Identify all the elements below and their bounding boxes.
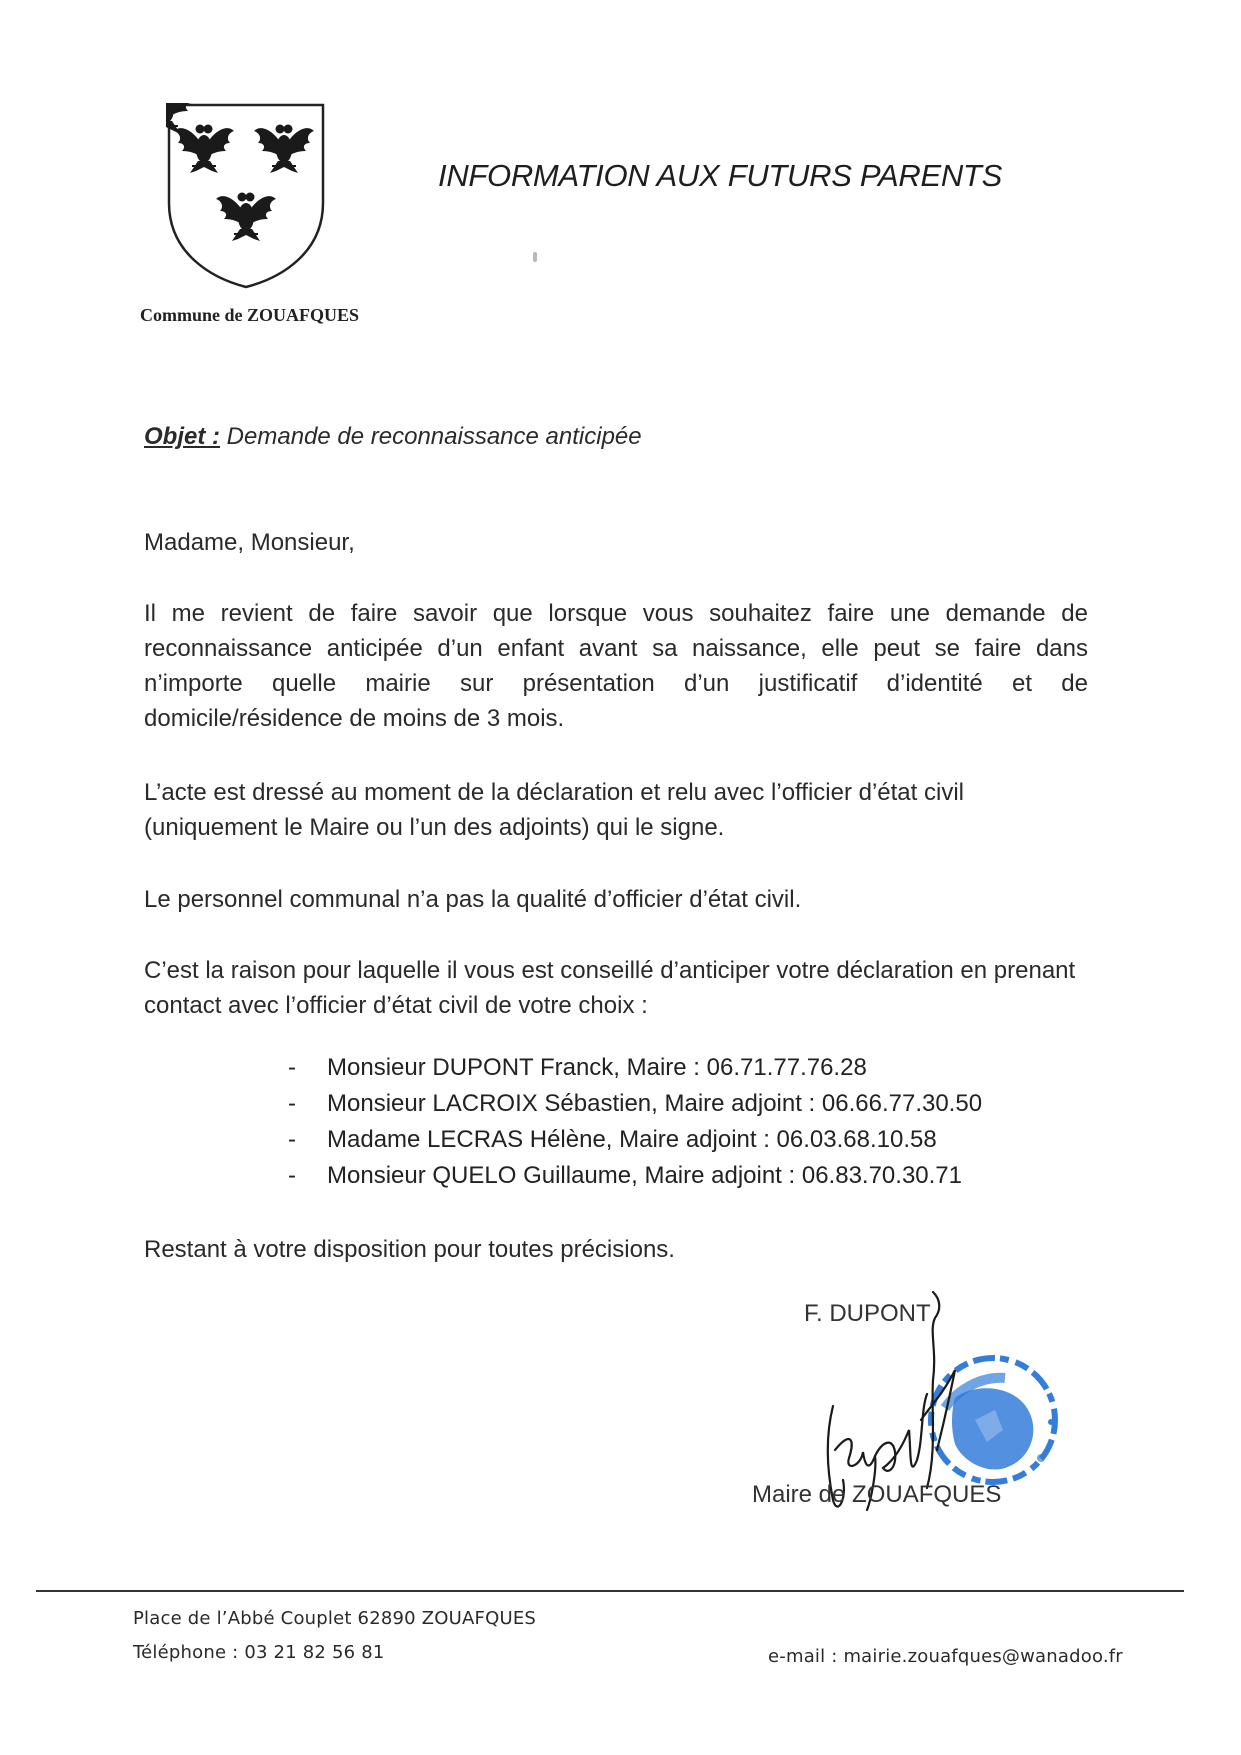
salutation: Madame, Monsieur,	[144, 529, 355, 556]
list-item	[288, 1086, 982, 1122]
document-title: INFORMATION AUX FUTURS PARENTS	[438, 158, 1002, 193]
commune-name: Commune de ZOUAFQUES	[140, 305, 360, 325]
contact-text: Monsieur LACROIX Sébastien, Maire adjoint : 06.66.77.30.50	[327, 1090, 983, 1117]
list-item	[288, 1050, 982, 1086]
list-item	[288, 1158, 982, 1194]
list-marker: -	[288, 1054, 296, 1081]
list-item	[288, 1122, 982, 1158]
closing-sentence: Restant à votre disposition pour toutes précisions.	[144, 1236, 675, 1263]
coat-of-arms-icon	[166, 103, 326, 289]
footer-address: Place de l’Abbé Couplet 62890 ZOUAFQUES	[133, 1608, 537, 1629]
list-marker: -	[288, 1090, 296, 1117]
list-marker: -	[288, 1126, 296, 1153]
contact-text: Monsieur DUPONT Franck, Maire : 06.71.77.76.28	[327, 1054, 867, 1081]
paragraph-3: Le personnel communal n’a pas la qualité d’officier d’état civil.	[144, 886, 802, 913]
scan-mark	[533, 252, 537, 262]
paragraph-2: L’acte est dressé au moment de la déclaration et relu avec l’officier d’état civil (uniquement le Maire ou l’un des adjoints) qui le signe.	[144, 779, 964, 841]
subject-line	[144, 423, 642, 451]
contact-text: Monsieur QUELO Guillaume, Maire adjoint : 06.83.70.30.71	[327, 1162, 963, 1189]
subject-value: Demande de reconnaissance anticipée	[226, 423, 642, 450]
list-marker: -	[288, 1162, 296, 1189]
contact-text: Madame LECRAS Hélène, Maire adjoint : 06.03.68.10.58	[327, 1126, 937, 1153]
official-stamp-icon	[931, 1358, 1055, 1482]
footer-divider	[36, 1590, 1184, 1592]
footer-email: e-mail : mairie.zouafques@wanadoo.fr	[768, 1646, 1123, 1667]
paragraph-1: Il me revient de faire savoir que lorsque vous souhaitez faire une demande de reconnaissance anticipée d’un enfant avant sa naissance, elle peut se faire dans n’importe quelle mairie sur présentation d’un justificatif d’identité et de domicile/résidence de moins de 3 mois.	[144, 600, 1088, 732]
footer-phone: Téléphone : 03 21 82 56 81	[133, 1642, 385, 1663]
paragraph-4: C’est la raison pour laquelle il vous est conseillé d’anticiper votre déclaration en prenant contact avec l’officier d’état civil de votre choix :	[144, 957, 1076, 1019]
signer-name: F. DUPONT	[804, 1300, 931, 1327]
signer-title: Maire de ZOUAFQUES	[752, 1481, 1002, 1508]
subject-label: Objet :	[144, 423, 220, 450]
contact-list	[288, 1050, 982, 1194]
